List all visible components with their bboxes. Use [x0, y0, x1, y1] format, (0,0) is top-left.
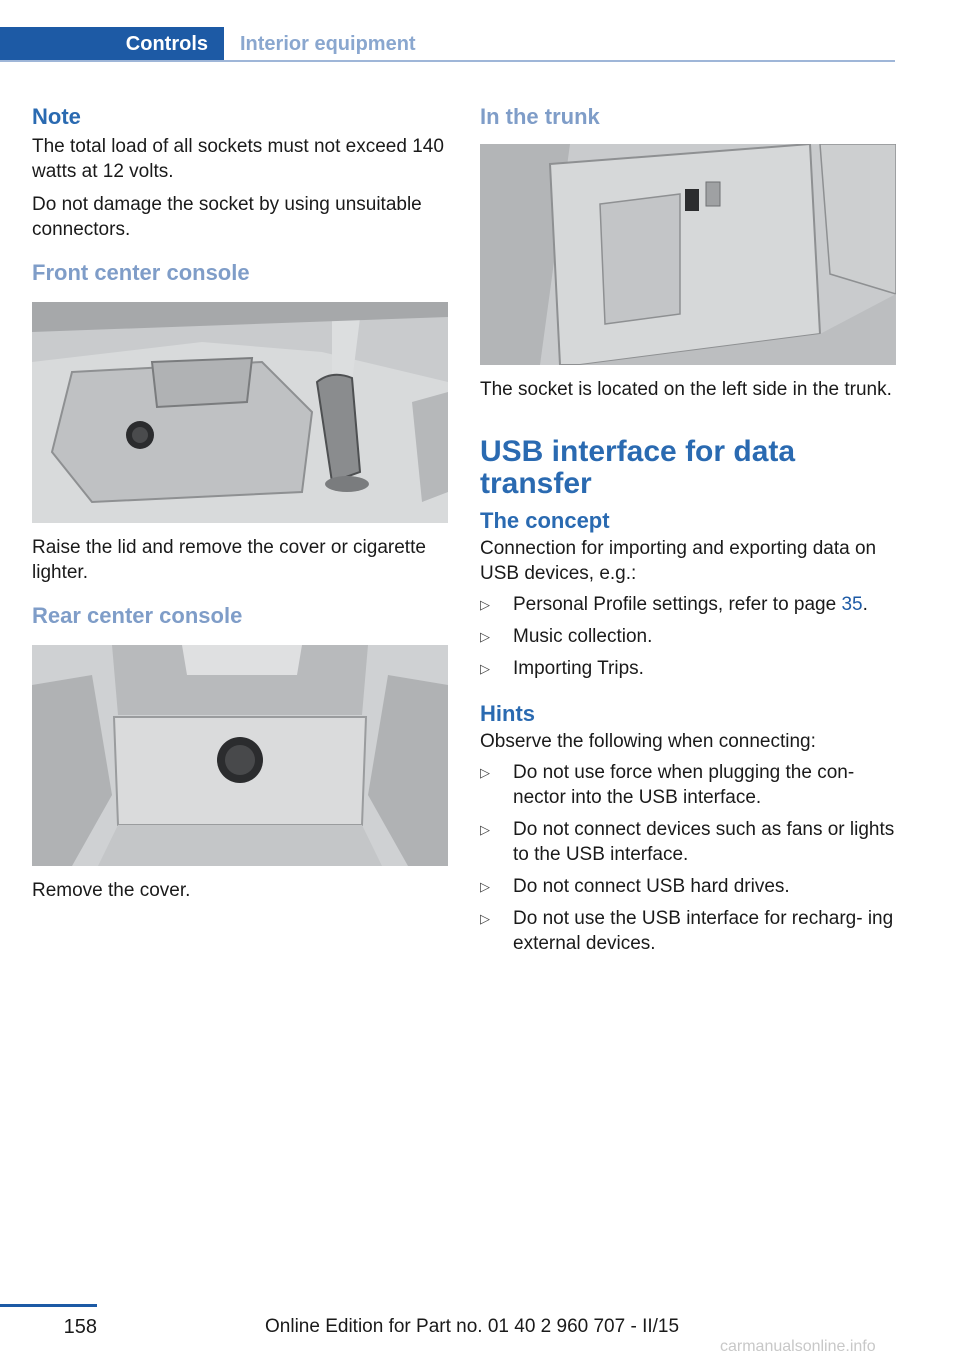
rear-console-heading: Rear center console	[32, 603, 243, 628]
header-rule	[0, 60, 895, 62]
triangle-bullet-icon: ▷	[480, 879, 490, 894]
list-item	[480, 817, 896, 867]
trunk-image	[480, 144, 896, 365]
list-item	[480, 874, 896, 899]
page-number: 158	[63, 1316, 97, 1338]
list-item-punct: .	[862, 594, 868, 615]
trunk-heading: In the trunk	[480, 104, 600, 129]
front-console-image	[32, 302, 448, 523]
edition-line: Online Edition for Part no. 01 40 2 960 707 - II/15	[265, 1316, 680, 1337]
list-item	[480, 624, 896, 649]
rear-console-image	[32, 645, 448, 866]
concept-heading: The concept	[480, 508, 610, 533]
list-item	[480, 592, 896, 617]
triangle-bullet-icon: ▷	[480, 765, 490, 780]
list-item-text: Music collection.	[513, 626, 653, 647]
left-column	[32, 100, 448, 903]
triangle-bullet-icon: ▷	[480, 822, 490, 837]
list-item-text: Importing Trips.	[513, 658, 644, 679]
concept-text: Connection for importing and exporting data on USB devices, e.g.:	[480, 538, 877, 584]
list-item-text: Do not use the USB interface for recharg‐ ing external devices.	[513, 908, 894, 954]
note-paragraph-2: Do not damage the socket by using unsuitable connectors.	[32, 194, 422, 240]
right-column	[480, 100, 896, 956]
note-heading: Note	[32, 104, 81, 129]
front-console-heading: Front center console	[32, 260, 250, 285]
front-console-caption: Raise the lid and remove the cover or cigarette lighter.	[32, 537, 426, 583]
hints-heading: Hints	[480, 701, 535, 726]
list-item	[480, 760, 896, 810]
list-item	[480, 656, 896, 681]
trunk-caption: The socket is located on the left side in the trunk.	[480, 379, 892, 400]
hints-text: Observe the following when connecting:	[480, 731, 816, 752]
chapter-tab-label: Controls	[125, 32, 208, 55]
concept-list	[480, 592, 896, 681]
chapter-tab	[0, 27, 224, 61]
note-paragraph-1: The total load of all sockets must not exceed 140 watts at 12 volts.	[32, 136, 444, 182]
list-item-text: Do not use force when plugging the con‐ nector into the USB interface.	[513, 762, 855, 808]
triangle-bullet-icon: ▷	[480, 911, 490, 926]
rear-console-caption: Remove the cover.	[32, 880, 191, 901]
page-link[interactable]: 35	[841, 594, 863, 615]
usb-heading: USB interface for data transfer	[480, 435, 796, 500]
triangle-bullet-icon: ▷	[480, 629, 490, 644]
triangle-bullet-icon: ▷	[480, 597, 490, 612]
section-title: Interior equipment	[240, 33, 416, 55]
list-item	[480, 906, 896, 956]
footer-rule	[0, 1304, 97, 1307]
list-item-text: Do not connect USB hard drives.	[513, 876, 790, 897]
watermark: carmanualsonline.info	[720, 1338, 876, 1355]
triangle-bullet-icon: ▷	[480, 661, 490, 676]
list-item-text: Personal Profile settings, refer to page	[513, 594, 842, 615]
hints-list	[480, 760, 896, 956]
list-item-text: Do not connect devices such as fans or lights to the USB interface.	[513, 819, 895, 865]
